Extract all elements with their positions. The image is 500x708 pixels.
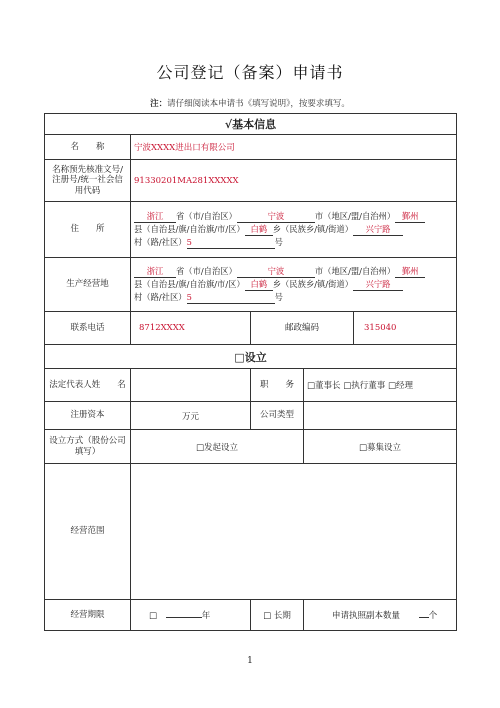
domicile-city[interactable]: 宁波	[237, 212, 315, 223]
business-number[interactable]: 5	[187, 293, 275, 304]
domicile-number-suffix: 号	[274, 236, 283, 247]
license-copies-field[interactable]	[419, 617, 429, 618]
domicile-address[interactable]	[131, 202, 457, 258]
business-scope-value[interactable]	[131, 464, 457, 600]
business-province-suffix: 省（市/自治区）	[176, 266, 237, 277]
business-village-suffix: 村（路/社区）	[134, 291, 187, 302]
section-establish[interactable]: □设立	[45, 345, 457, 369]
license-copies-unit: 个	[428, 611, 438, 621]
note-text: 请仔细阅读本申请书《填写说明》，按要求填写。	[167, 99, 350, 109]
form-title: 公司登记（备案）申请书	[156, 63, 344, 82]
domicile-village-suffix: 村（路/社区）	[134, 236, 187, 247]
company-name-value[interactable]: 宁波XXXX进出口有限公司	[131, 135, 457, 160]
business-scope-label: 经营范围	[45, 464, 131, 600]
form-note	[0, 97, 500, 109]
term-years-unit: 年	[201, 611, 211, 621]
license-copies-cell[interactable]	[304, 600, 457, 631]
method-option-promotion[interactable]: □发起设立	[131, 430, 304, 464]
term-long-option[interactable]: □ 长期	[251, 600, 304, 631]
business-term-label: 经营期限	[45, 600, 131, 631]
term-years-field[interactable]	[166, 617, 202, 618]
capital-unit: 万元	[181, 411, 199, 422]
business-city[interactable]: 宁波	[237, 267, 315, 278]
domicile-county-suffix: 县（自治县/旗/自治旗/市/区）	[134, 224, 245, 235]
business-address[interactable]	[131, 258, 457, 312]
page-number: 1	[247, 656, 253, 666]
position-label: 职 务	[251, 369, 304, 402]
legal-rep-value[interactable]	[131, 369, 251, 402]
establish-method-label: 设立方式（股份公司填写）	[45, 430, 131, 464]
business-county-suffix: 县（自治县/旗/自治旗/市/区）	[134, 279, 245, 290]
term-fixed-checkbox[interactable]: □	[149, 611, 158, 621]
capital-value[interactable]	[131, 402, 251, 430]
registration-code-label: 名称预先核准文号/注册号/统一社会信用代码	[45, 160, 131, 202]
license-copies-label: 申请执照副本数量	[332, 611, 401, 621]
domicile-number[interactable]: 5	[187, 238, 275, 249]
legal-rep-label: 法定代表人姓 名	[45, 369, 131, 402]
capital-label: 注册资本	[45, 402, 131, 430]
business-village[interactable]: 兴宁路	[353, 280, 403, 291]
note-label: 注：	[150, 99, 168, 109]
business-city-suffix: 市（地区/盟/自治州）	[314, 266, 396, 277]
domicile-province[interactable]: 浙江	[134, 212, 176, 223]
domicile-town[interactable]: 白鹤	[245, 225, 273, 236]
company-name-label: 名 称	[45, 135, 131, 160]
section-basic-info: √基本信息	[45, 114, 457, 135]
business-number-suffix: 号	[274, 291, 283, 302]
application-form-table	[44, 113, 457, 631]
term-fixed-option[interactable]	[131, 600, 251, 631]
phone-value[interactable]: 8712XXXX	[131, 312, 251, 345]
company-type-label: 公司类型	[251, 402, 304, 430]
domicile-label: 住 所	[45, 202, 131, 258]
business-province[interactable]: 浙江	[134, 267, 176, 278]
business-town[interactable]: 白鹤	[245, 280, 273, 291]
position-options[interactable]: □董事长 □执行董事 □经理	[304, 369, 457, 402]
postal-code-value[interactable]: 315040	[354, 312, 457, 345]
company-type-value[interactable]	[304, 402, 457, 430]
phone-label: 联系电话	[45, 312, 131, 345]
domicile-county[interactable]: 鄞州	[395, 212, 425, 223]
method-option-subscription[interactable]: □募集设立	[304, 430, 457, 464]
registration-code-value[interactable]: 91330201MA281XXXXX	[131, 160, 457, 202]
postal-code-label: 邮政编码	[251, 312, 354, 345]
domicile-city-suffix: 市（地区/盟/自治州）	[314, 211, 396, 222]
business-address-label: 生产经营地	[45, 258, 131, 312]
domicile-village[interactable]: 兴宁路	[353, 225, 403, 236]
business-town-suffix: 乡（民族乡/镇/街道）	[272, 279, 354, 290]
business-county[interactable]: 鄞州	[395, 267, 425, 278]
domicile-town-suffix: 乡（民族乡/镇/街道）	[272, 224, 354, 235]
domicile-province-suffix: 省（市/自治区）	[176, 211, 237, 222]
